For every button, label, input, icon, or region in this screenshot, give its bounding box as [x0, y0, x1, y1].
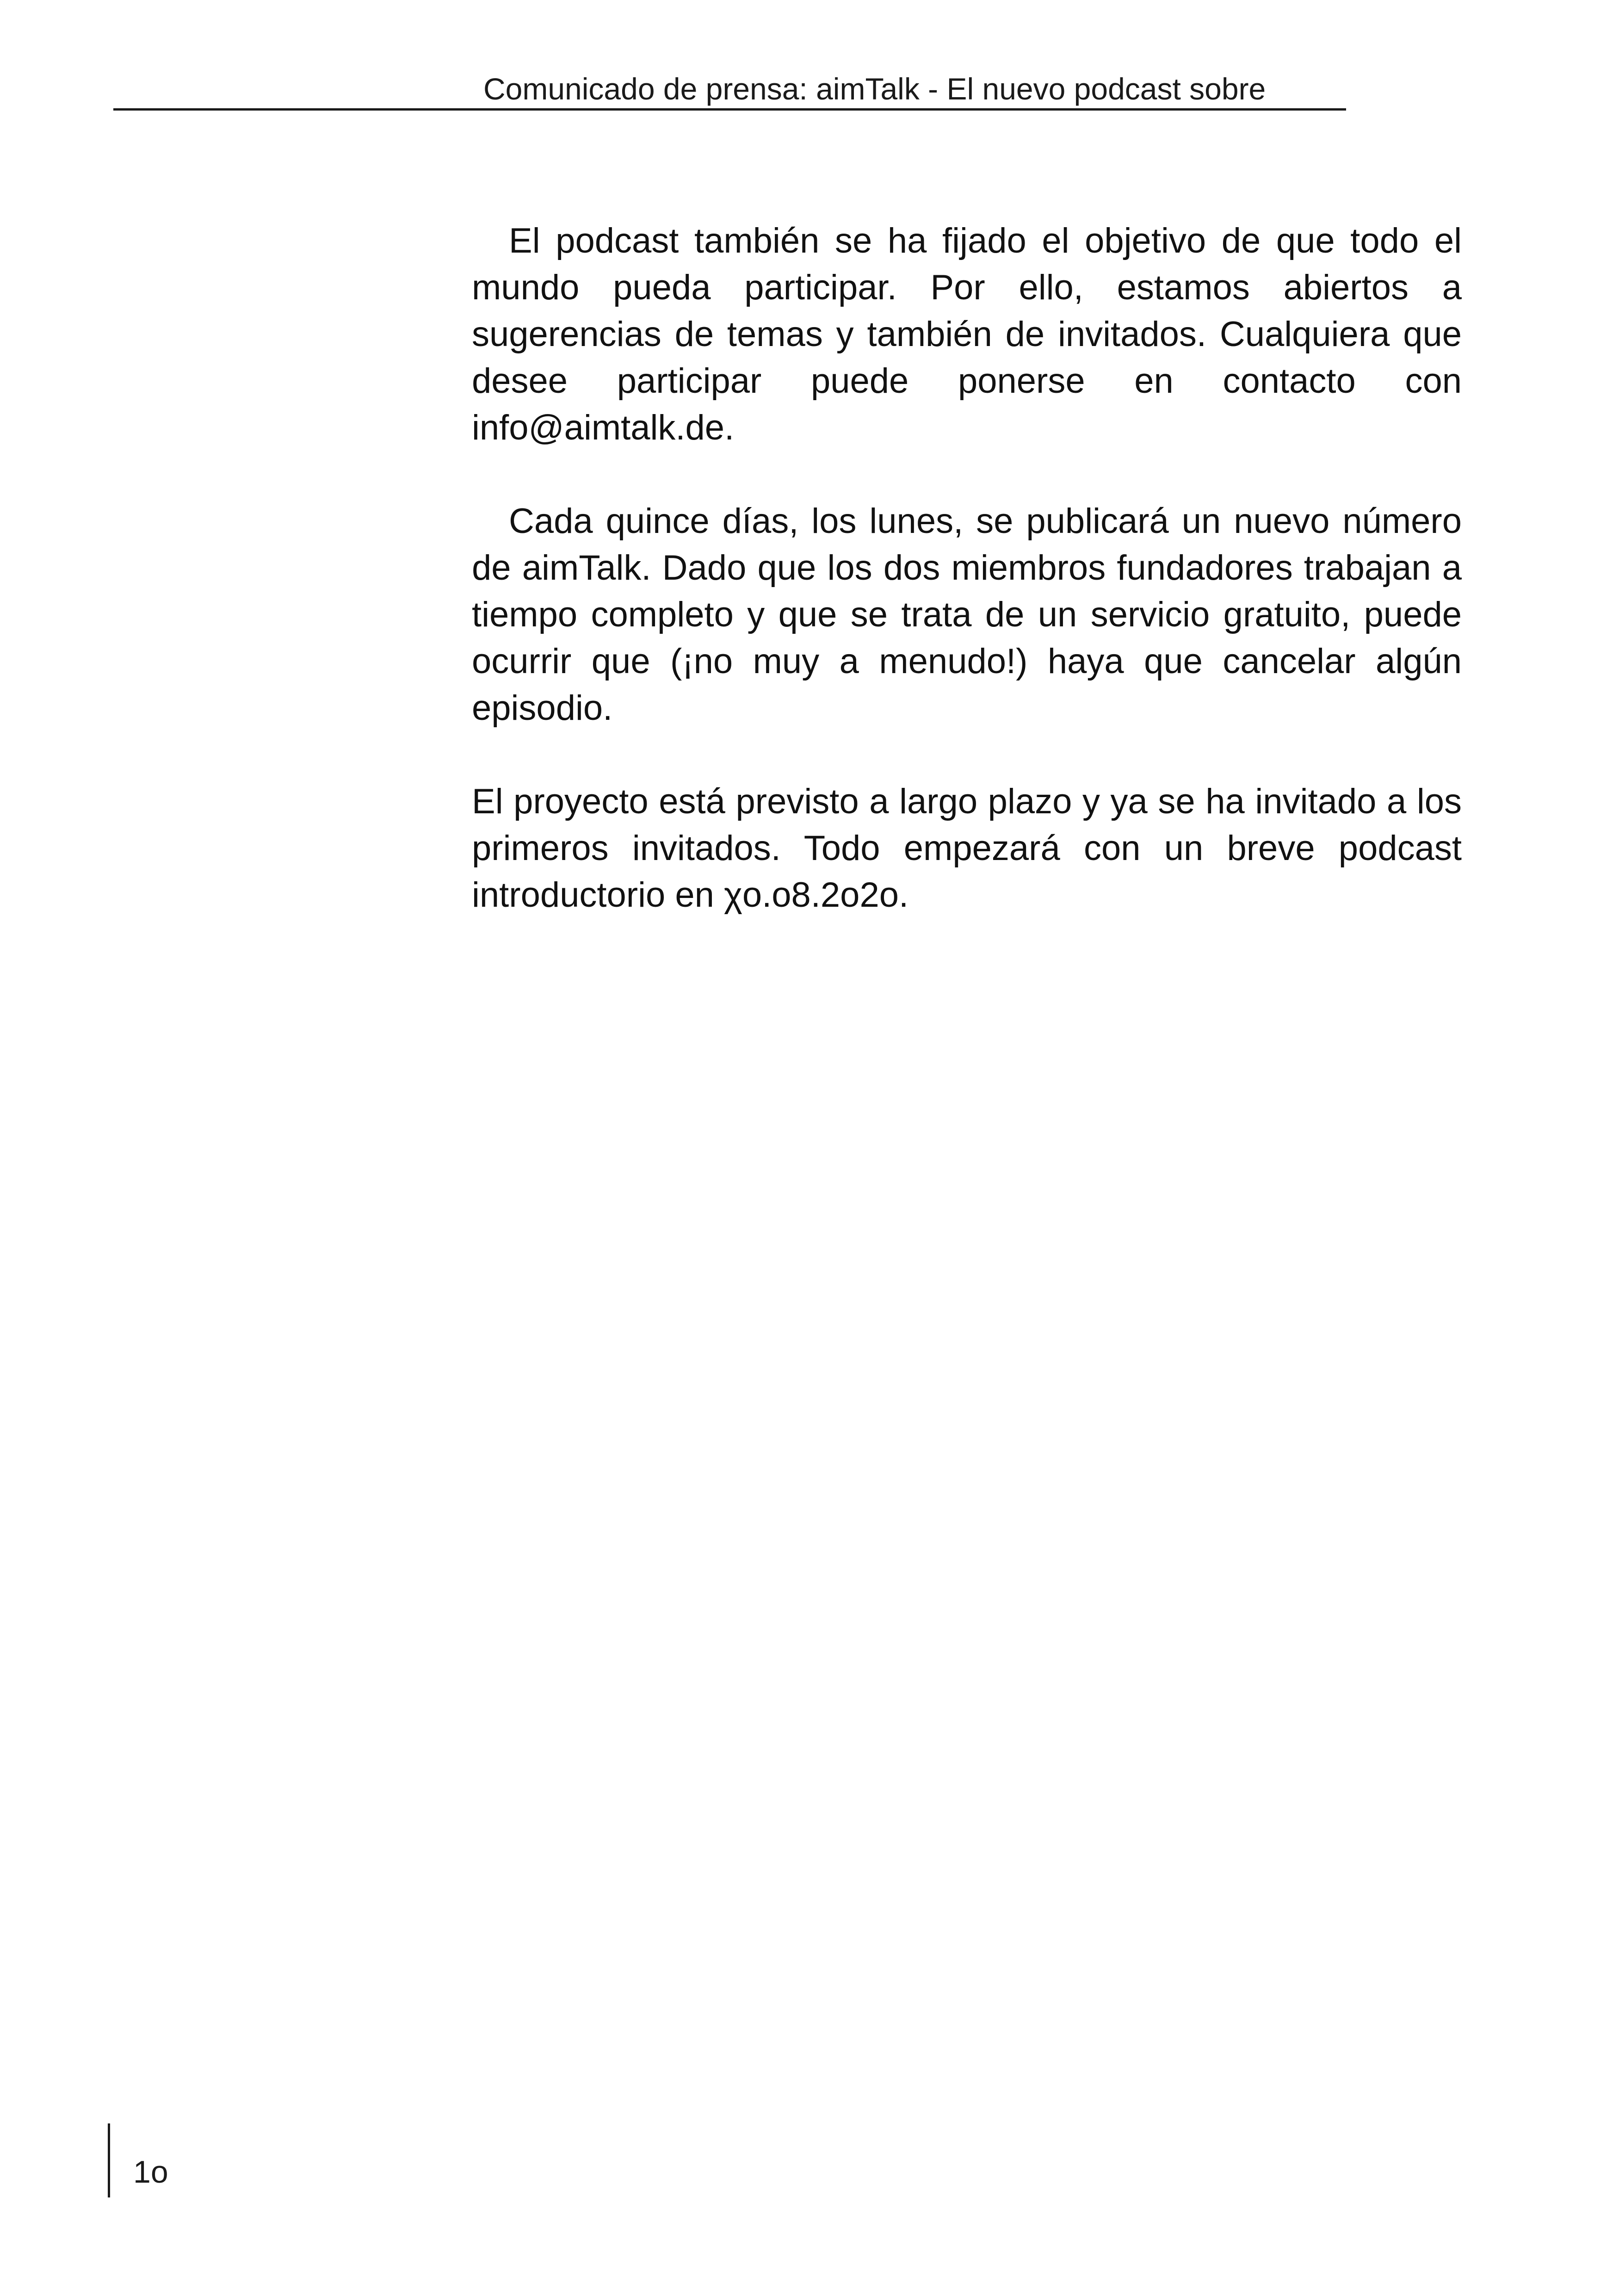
body-text [472, 217, 1462, 918]
paragraph-participation: El podcast también se ha fijado el objetivo de que todo el mundo pueda participar. Por ello, estamos abiertos a sugerencias de temas y también de invitados. Cualquiera que desee participar puede ponerse en contacto con info@aimtalk.de. [472, 221, 1462, 447]
paragraph-project: El proyecto está previsto a largo plazo y ya se ha invitado a los primeros invitados. Todo empezará con un breve podcast introductorio en χo.o8.2o2o. [472, 782, 1462, 915]
page-number: 1o [133, 2154, 168, 2190]
page-number-divider [108, 2123, 110, 2197]
paragraph-schedule: Cada quince días, los lunes, se publicará un nuevo número de aimTalk. Dado que los dos miembros fundadores trabajan a tiempo completo y que se trata de un servicio gratuito, puede ocurrir que (¡no muy a menudo!) haya que cancelar algún episodio. [472, 501, 1462, 728]
running-header: Comunicado de prensa: aimTalk - El nuevo podcast sobre [483, 72, 1266, 106]
header-divider [113, 108, 1346, 111]
